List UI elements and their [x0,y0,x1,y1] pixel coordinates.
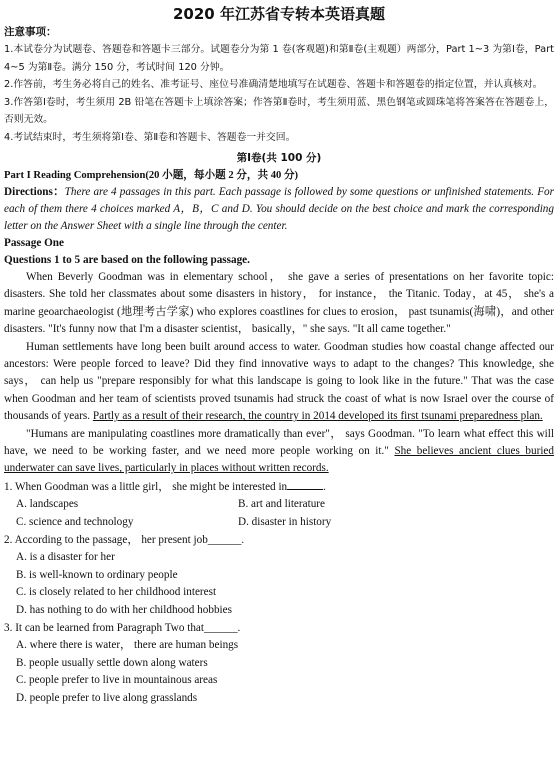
directions-label: Directions： [4,186,65,198]
exam-page [4,0,554,708]
option-d[interactable]: D. disaster in history [238,516,332,529]
option-c[interactable]: C. people prefer to live in mountainous areas [16,674,218,687]
option-b[interactable]: B. people usually settle down along waters [16,656,208,669]
paragraph-3-text: "Humans are manipulating coastlines more dramatically than ever"， says Goodman. "To learn what effect this will have, we need to be working faster, and we need more people working on it." [4,427,554,458]
question-1 [4,478,554,532]
part1-title: Part I Reading Comprehension(20 小题，每小题 2 分，共 40 分) [4,170,299,181]
directions-text: There are 4 passages in this part. Each passage is followed by some questions or unfinished statements. For each of them there 4 choices marked A，B，C and D. You should decide on the best choice and mark the corresponding letter on the Answer Sheet with a single line through the center. [4,186,554,232]
option-row [16,514,554,532]
option-a[interactable]: A. landscapes [16,498,79,511]
question-1-stem: 1. When Goodman was a little girl， she might be interested in . [4,478,554,497]
question-3-stem: 3. It can be learned from Paragraph Two that______. [4,621,241,634]
questions-intro: Questions 1 to 5 are based on the following passage. [4,254,250,266]
option-c[interactable]: C. science and technology [16,516,134,529]
passage-paragraph-2 [4,339,554,426]
page-title: 2020 年江苏省专转本英语真题 [173,5,385,23]
question-2 [4,532,554,620]
passage-label: Passage One [4,237,64,249]
directions [4,184,554,235]
paragraph-2-text: Human settlements have long been built around access to water. Goodman studies how coastal change affected our ancestors: Were people forced to leave? Did they find innovative ways to adapt to the changes? This knowledge, she says， can help us "prepare responsibly for what this landscape is going to look like in the future." That was the case when Goodman and her team of scientists proved tsunamis had struck the coast of what is now Israel over the course of thousands of years. [4,340,554,423]
question-3 [4,620,554,708]
option-a[interactable]: A. where there is water， there are human beings [16,639,239,652]
option-c[interactable]: C. is closely related to her childhood interest [16,586,217,599]
passage-paragraph-3 [4,426,554,478]
notice-heading: 注意事项： [4,26,57,38]
option-d[interactable]: D. has nothing to do with her childhood hobbies [16,604,232,617]
option-a[interactable]: A. is a disaster for her [16,551,115,564]
option-b[interactable]: B. art and literature [238,498,325,511]
answer-blank [287,478,323,490]
section-title: 第Ⅰ卷(共 100 分) [236,152,322,164]
notice-item-4: 4.考试结束时，考生须将第Ⅰ卷、第Ⅱ卷和答题卡、答题卷一并交回。 [4,131,296,143]
paragraph-3-underlined: She believes ancient clues buried underwater can save lives, particularly in places without written records. [4,445,554,475]
notice-item-1: 1.本试卷分为试题卷、答题卷和答题卡三部分。试题卷分为第 1 卷(客观题)和第Ⅱ卷(主观题）两部分，Part 1~3 为第Ⅰ卷，Part 4~5 为第Ⅱ卷。满分 150 分，考试时间 120 分钟。 [4,44,554,73]
notice-item-3: 3.作答第Ⅰ卷时，考生须用 2B 铅笔在答题卡上填涂答案；作答第Ⅱ卷时，考生须用蓝、黑色钢笔或圆珠笔将答案答在答题卷上，否则无效。 [4,96,554,125]
option-d[interactable]: D. people prefer to live along grasslands [16,692,198,704]
notice-item-2: 2.作答前，考生务必将自己的姓名、准考证号、座位号准确清楚地填写在试题卷、答题卡和答题卷的指定位置，并认真核对。 [4,79,543,90]
passage-paragraph-1: When Beverly Goodman was in elementary school， she gave a series of presentations on her favorite topic: disasters. She told her classmates about some disasters in history， for instance， the Titanic. Today，at 45， she's a marine geoarchaeologist (地理考古学家) who explores coastlines for clues to erosion， past tsunamis(海啸)，and other disasters. "It's funny now that I'm a disaster scientist， basically，" she says. "It all came together." [4,271,554,336]
notice-section [4,24,554,146]
option-b[interactable]: B. is well-known to ordinary people [16,568,178,581]
option-row [16,496,554,514]
paragraph-2-underlined: Partly as a result of their research, the country in 2014 developed its first tsunami preparedness plan. [92,410,543,423]
question-2-stem: 2. According to the passage， her present job______. [4,533,245,546]
